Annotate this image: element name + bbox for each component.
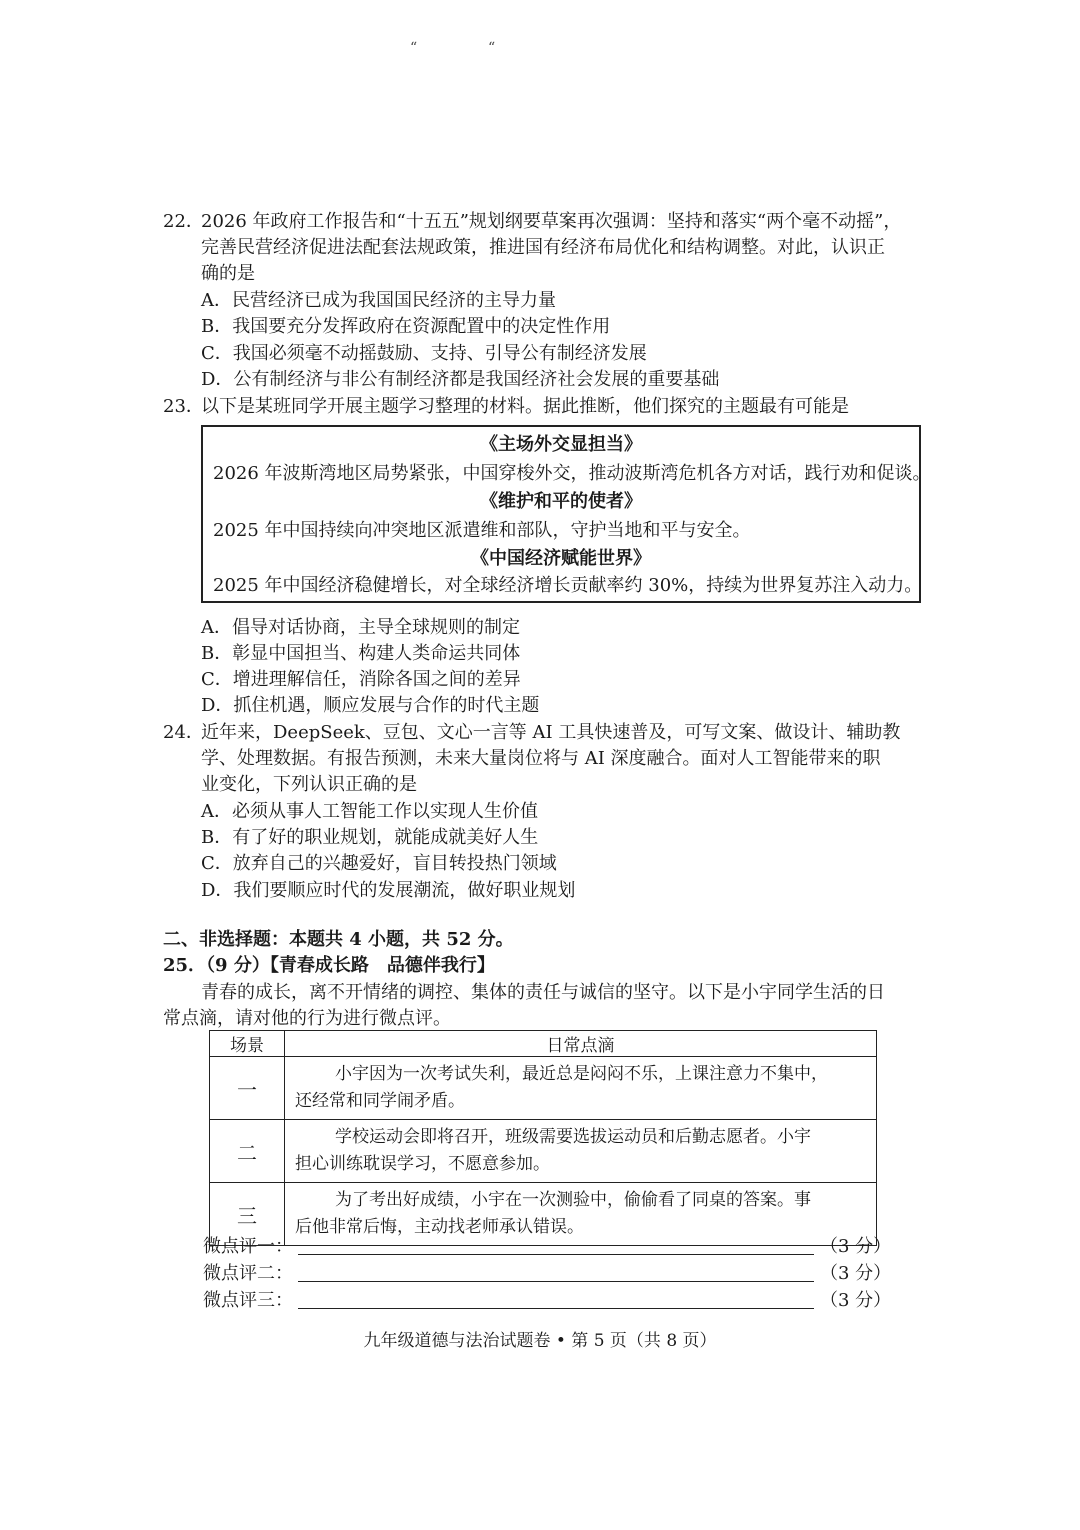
q24-stem-line: 学、处理数据。有报告预测，未来大量岗位将与 AI 深度融合。面对人工智能带来的职 [201,748,881,769]
q23-option-d: D．抓住机遇，顺应发展与合作的时代主题 [201,695,540,716]
section-heading: 二、非选择题：本题共 4 小题，共 52 分。 [163,929,514,950]
scene-label: 一 [210,1057,285,1120]
material-title-1: 《主场外交显担当》 [480,434,642,455]
table-row [210,1120,877,1183]
comment-answer-line[interactable] [298,1284,814,1309]
q22-stem-line: 2026 年政府工作报告和“十五五”规划纲要草案再次强调：坚持和落实“两个毫不动摇”， [201,211,902,232]
table-header-events: 日常点滴 [285,1031,877,1057]
comment-points: （3 分） [820,1290,892,1311]
q22-stem-line: 完善民营经济促进法配套法规政策，推进国有经济布局优化和结构调整。对此，认识正 [201,237,885,258]
q23-stem: 以下是某班同学开展主题学习整理的材料。据此推断，他们探究的主题最有可能是 [201,396,849,417]
quote-mark: “ [488,40,496,56]
quote-mark: “ [410,40,418,56]
scene-text-line: 后他非常后悔，主动找老师承认错误。 [295,1217,584,1237]
q23-material-box [201,425,931,603]
scene-label: 三 [210,1183,285,1246]
scene-text-line: 担心训练耽误学习，不愿意参加。 [295,1154,550,1174]
page-footer: 九年级道德与法治试题卷 • 第 5 页（共 8 页） [363,1331,717,1351]
q24-option-b: B．有了好的职业规划，就能成就美好人生 [201,827,539,848]
comment-label: 微点评二： [203,1263,293,1284]
q25-intro-line: 青春的成长，离不开情绪的调控、集体的责任与诚信的坚守。以下是小宇同学生活的日 [201,982,885,1003]
q22-number: 22． [163,211,204,232]
comment-label: 微点评三： [203,1290,293,1311]
q22-option-b: B．我国要充分发挥政府在资源配置中的决定性作用 [201,316,611,337]
q22-option-a: A．民营经济已成为我国国民经济的主导力量 [201,290,556,311]
q22-option-d: D．公有制经济与非公有制经济都是我国经济社会发展的重要基础 [201,369,720,390]
q25-intro-line: 常点滴，请对他的行为进行微点评。 [163,1008,451,1029]
comment-points: （3 分） [820,1236,892,1257]
q23-option-a: A．倡导对话协商，主导全球规则的制定 [201,617,520,638]
comment-answer-line[interactable] [298,1257,814,1282]
comment-points: （3 分） [820,1263,892,1284]
scene-text-line: 学校运动会即将召开，班级需要选拔运动员和后勤志愿者。小宇 [335,1127,811,1147]
q22-stem-line: 确的是 [201,263,255,284]
scene-text-line: 为了考出好成绩，小宇在一次测验中，偷偷看了同桌的答案。事 [335,1190,811,1210]
material-content-2: 2025 年中国持续向冲突地区派遣维和部队，守护当地和平与安全。 [213,520,751,541]
top-quote-marks [0,40,1080,60]
q24-option-c: C．放弃自己的兴趣爱好，盲目转投热门领域 [201,853,557,874]
scene-text [285,1120,877,1183]
scene-text-line: 还经常和同学闹矛盾。 [295,1091,465,1111]
scene-label: 二 [210,1120,285,1183]
scene-text-line: 小宇因为一次考试失利，最近总是闷闷不乐，上课注意力不集中， [335,1064,828,1084]
q24-option-d: D．我们要顺应时代的发展潮流，做好职业规划 [201,880,576,901]
material-title-3: 《中国经济赋能世界》 [471,548,651,569]
q24-number: 24． [163,722,204,743]
q23-number: 23． [163,396,204,417]
material-content-1: 2026 年波斯湾地区局势紧张，中国穿梭外交，推动波斯湾危机各方对话，践行劝和促谈。 [213,463,931,484]
comment-label: 微点评一： [203,1236,293,1257]
q24-option-a: A．必须从事人工智能工作以实现人生价值 [201,801,538,822]
q23-option-c: C．增进理解信任，消除各国之间的差异 [201,669,521,690]
table-header-row [210,1031,877,1057]
material-content-3: 2025 年中国经济稳健增长，对全球经济增长贡献率约 30%，持续为世界复苏注入动力。 [213,575,923,596]
q24-stem-line: 近年来，DeepSeek、豆包、文心一言等 AI 工具快速普及，可写文案、做设计、辅助教 [201,722,901,743]
scene-text [285,1057,877,1120]
q22-option-c: C．我国必须毫不动摇鼓励、支持、引导公有制经济发展 [201,343,647,364]
q24-stem-line: 业变化，下列认识正确的是 [201,774,417,795]
q25-scenario-table [209,1030,877,1246]
q23-option-b: B．彰显中国担当、构建人类命运共同体 [201,643,521,664]
comment-answer-line[interactable] [298,1230,814,1255]
q25-header: 25．（9 分）【青春成长路 品德伴我行】 [163,955,495,976]
material-title-2: 《维护和平的使者》 [480,491,642,512]
table-row [210,1057,877,1120]
table-header-scene: 场景 [210,1031,285,1057]
